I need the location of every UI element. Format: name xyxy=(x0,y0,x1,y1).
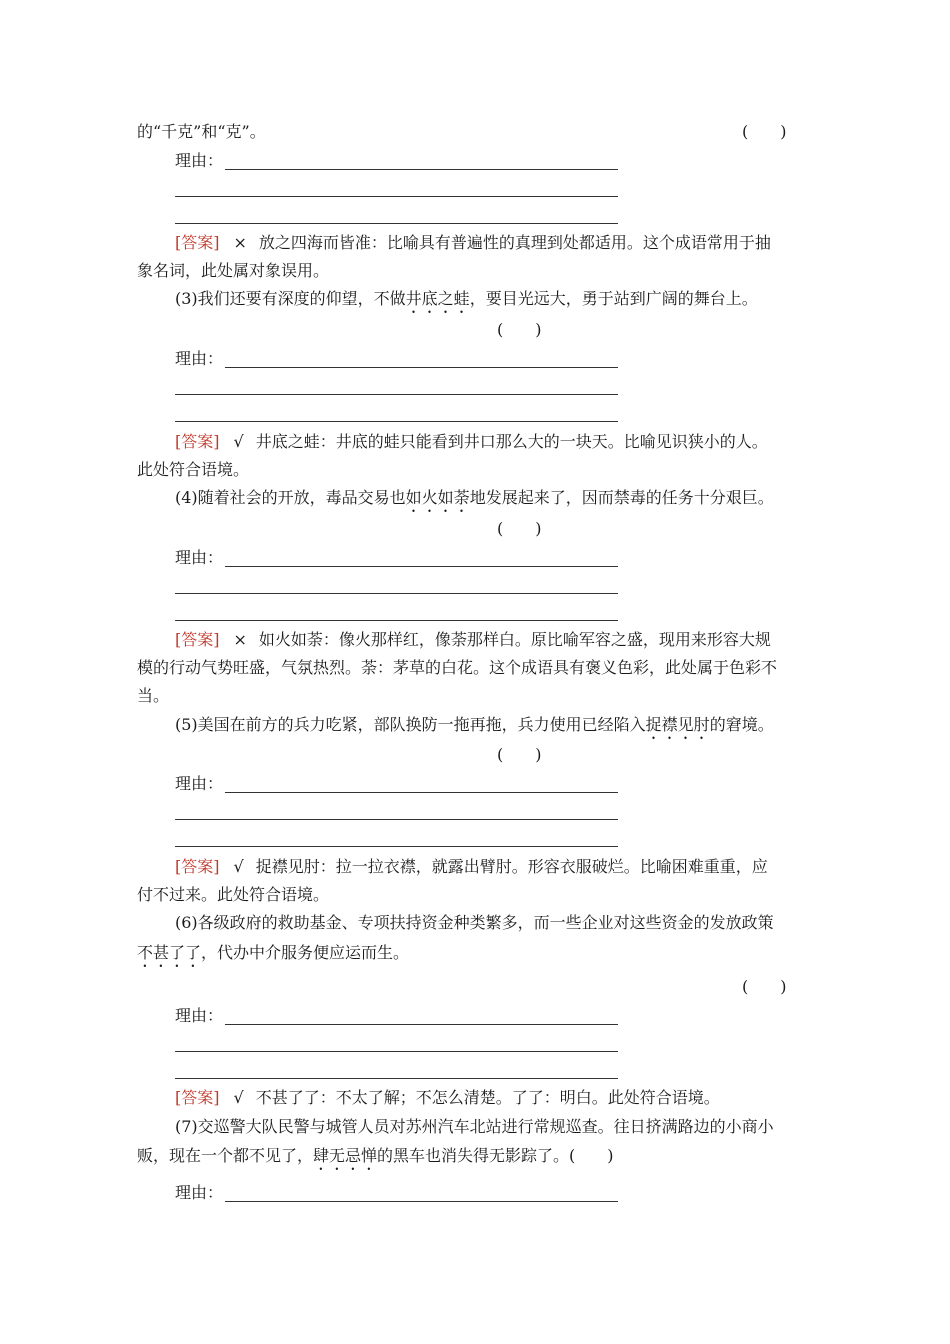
answer-line xyxy=(175,1088,817,1108)
emphasized-idiom: 如火如荼 xyxy=(405,488,470,507)
reason-blank-line[interactable] xyxy=(175,223,618,224)
question-line xyxy=(175,488,817,516)
emphasized-idiom: 捉襟见肘 xyxy=(645,715,710,734)
check-mark: √ xyxy=(233,432,244,451)
answer-line: 付不过来。此处符合语境。 xyxy=(137,885,330,904)
answer-line xyxy=(175,432,817,452)
answer-line: 此处符合语境。 xyxy=(137,460,250,479)
question-line xyxy=(137,943,817,971)
question-line xyxy=(175,715,817,743)
answer-tag: [答案] xyxy=(175,1088,220,1107)
reason-label: 理由： xyxy=(175,1006,224,1025)
check-mark: √ xyxy=(233,857,244,876)
cross-mark: × xyxy=(233,233,247,252)
question-line xyxy=(175,289,817,317)
question-text: 的黑车也消失得无影踪了。 xyxy=(377,1146,570,1165)
answer-tag: [答案] xyxy=(175,233,220,252)
reason-blank-line[interactable] xyxy=(175,593,618,594)
emphasized-idiom: 不甚了了 xyxy=(137,943,202,962)
answer-paren: ( ) xyxy=(497,320,542,339)
answer-tag: [答案] xyxy=(175,857,220,876)
answer-paren: ( ) xyxy=(569,1146,614,1165)
reason-blank-line[interactable] xyxy=(175,196,618,197)
reason-blank-line[interactable] xyxy=(225,367,618,368)
reason-blank-line[interactable] xyxy=(175,846,618,847)
answer-line: 当。 xyxy=(137,686,170,705)
reason-blank-line[interactable] xyxy=(175,819,618,820)
answer-line xyxy=(175,630,817,650)
reason-label: 理由： xyxy=(175,774,224,793)
question-line: (7)交巡警大队民警与城管人员对苏州汽车北站进行常规巡查。往日挤满路边的小商小 xyxy=(175,1117,774,1136)
question-continuation xyxy=(137,122,817,142)
reason-label: 理由： xyxy=(175,1183,224,1202)
answer-text: 不甚了了：不太了解；不怎么清楚。了了：明白。此处符合语境。 xyxy=(255,1088,720,1107)
answer-paren: ( ) xyxy=(742,977,787,996)
question-text: 的“千克”和“克”。 xyxy=(137,122,266,141)
question-text: (4)随着社会的开放，毒品交易也 xyxy=(175,488,406,507)
reason-blank-line[interactable] xyxy=(175,1078,618,1079)
reason-blank-line[interactable] xyxy=(225,792,618,793)
answer-text: 如火如荼：像火那样红，像荼那样白。原比喻军容之盛，现用来形容大规 xyxy=(258,630,771,649)
answer-line xyxy=(175,233,817,253)
emphasized-idiom: 井底之蛙 xyxy=(405,289,470,308)
question-text: 地发展起来了，因而禁毒的任务十分艰巨。 xyxy=(469,488,774,507)
answer-text: 捉襟见肘：拉一拉衣襟，就露出臂肘。形容衣服破烂。比喻困难重重，应 xyxy=(255,857,768,876)
question-text: ，代办中介服务便应运而生。 xyxy=(201,943,410,962)
answer-line: 象名词，此处属对象误用。 xyxy=(137,261,330,280)
question-text: (5)美国在前方的兵力吃紧，部队换防一拖再拖，兵力使用已经陷入 xyxy=(175,715,646,734)
answer-paren: ( ) xyxy=(742,122,787,141)
emphasized-idiom: 肆无忌惮 xyxy=(313,1146,378,1165)
answer-line xyxy=(175,857,817,877)
question-text: (3)我们还要有深度的仰望，不做 xyxy=(175,289,406,308)
question-line: (6)各级政府的救助基金、专项扶持资金种类繁多，而一些企业对这些资金的发放政策 xyxy=(175,913,774,932)
reason-blank-line[interactable] xyxy=(225,1201,618,1202)
reason-blank-line[interactable] xyxy=(225,1024,618,1025)
answer-paren: ( ) xyxy=(497,745,542,764)
reason-blank-line[interactable] xyxy=(175,421,618,422)
reason-label: 理由： xyxy=(175,151,224,170)
reason-blank-line[interactable] xyxy=(225,566,618,567)
answer-paren: ( ) xyxy=(497,519,542,538)
answer-tag: [答案] xyxy=(175,630,220,649)
reason-blank-line[interactable] xyxy=(175,1051,618,1052)
question-text: 贩，现在一个都不见了， xyxy=(137,1146,314,1165)
answer-line: 模的行动气势旺盛，气氛热烈。荼：茅草的白花。这个成语具有褒义色彩，此处属于色彩不 xyxy=(137,658,778,677)
answer-text: 放之四海而皆准：比喻具有普遍性的真理到处都适用。这个成语常用于抽 xyxy=(258,233,771,252)
question-line xyxy=(137,1146,817,1174)
question-text: ，要目光远大，勇于站到广阔的舞台上。 xyxy=(469,289,758,308)
check-mark: √ xyxy=(233,1088,244,1107)
reason-blank-line[interactable] xyxy=(175,620,618,621)
reason-label: 理由： xyxy=(175,548,224,567)
answer-text: 井底之蛙：井底的蛙只能看到井口那么大的一块天。比喻见识狭小的人。 xyxy=(255,432,768,451)
reason-blank-line[interactable] xyxy=(175,394,618,395)
question-text: 的窘境。 xyxy=(709,715,774,734)
cross-mark: × xyxy=(233,630,247,649)
reason-label: 理由： xyxy=(175,349,224,368)
answer-tag: [答案] xyxy=(175,432,220,451)
reason-blank-line[interactable] xyxy=(225,169,618,170)
